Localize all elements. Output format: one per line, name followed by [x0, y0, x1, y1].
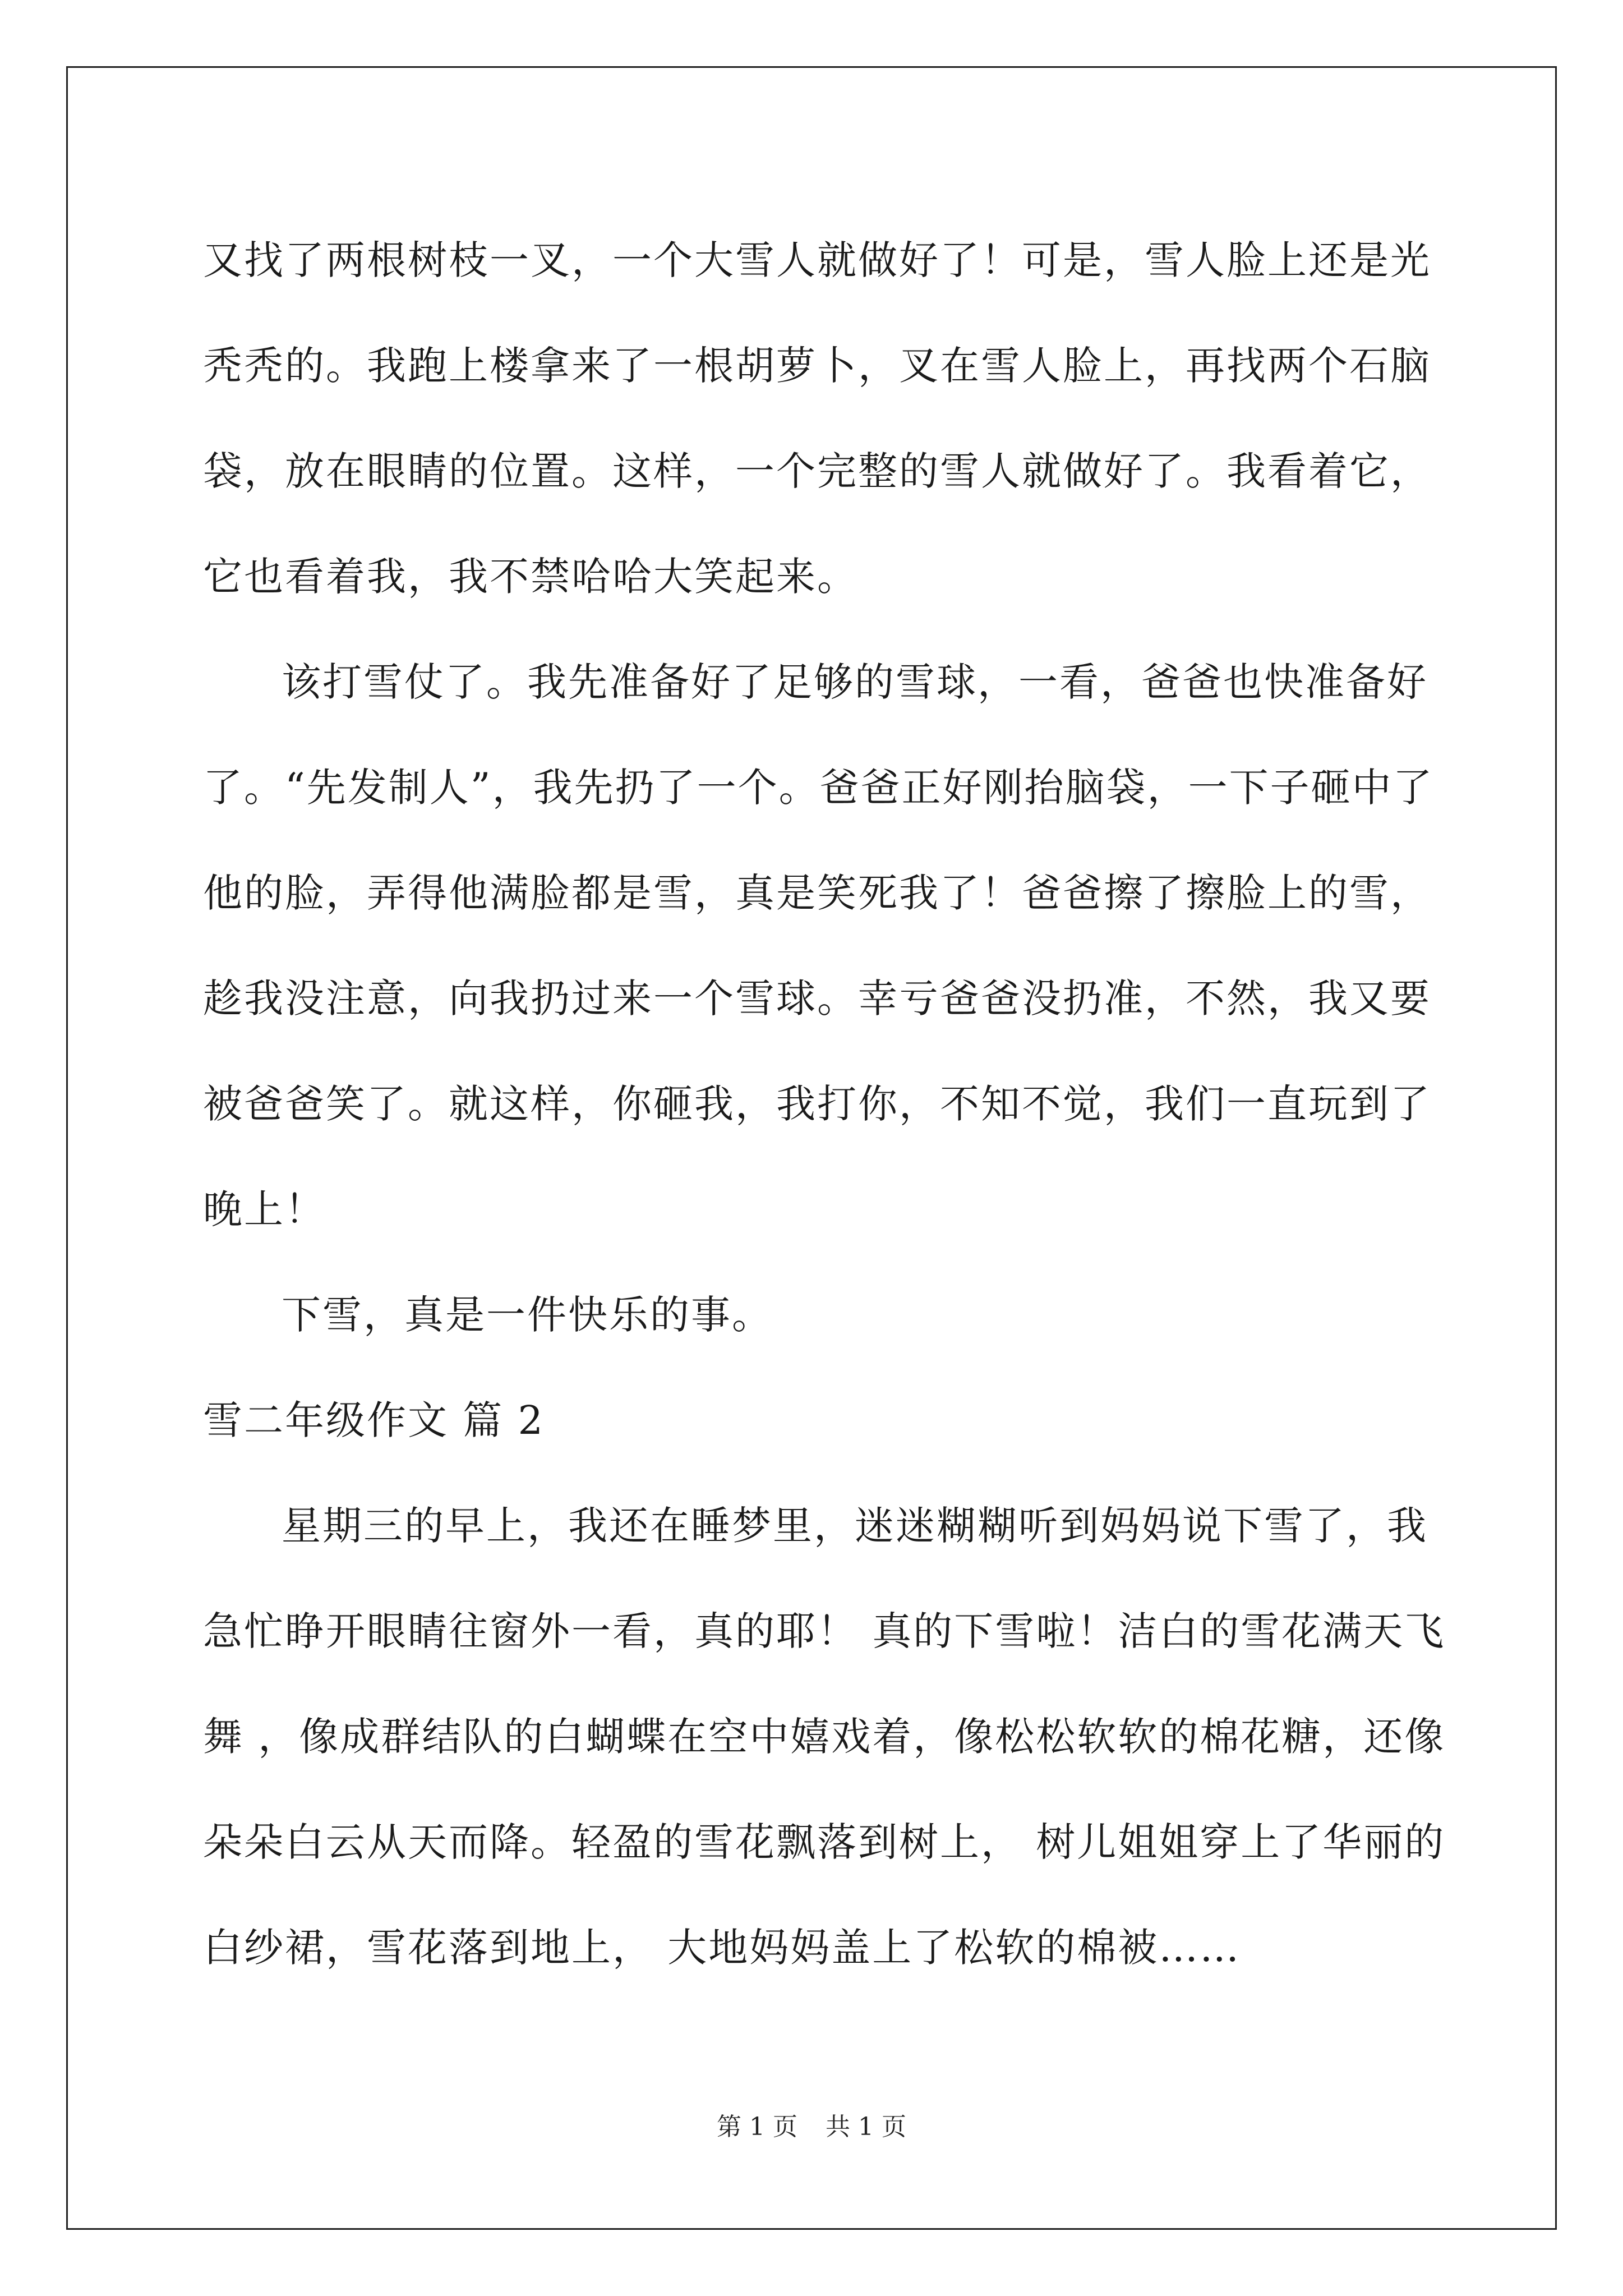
section-heading: 雪二年级作文 篇 2	[203, 1397, 545, 1443]
text-line: 急忙睁开眼睛往窗外一看，真的耶！ 真的下雪啦！洁白的雪花满天飞	[203, 1608, 1446, 1654]
text-line: 下雪，真是一件快乐的事。	[282, 1292, 773, 1338]
text-line: 白纱裙，雪花落到地上， 大地妈妈盖上了松软的棉被……	[203, 1925, 1241, 1971]
text-line: 晚上！	[203, 1186, 326, 1232]
text-line: 袋，放在眼睛的位置。这样，一个完整的雪人就做好了。我看着它，	[203, 448, 1431, 494]
page-footer	[0, 2106, 1623, 2142]
text-line: 了。“先发制人”，我先扔了一个。爸爸正好刚抬脑袋，一下子砸中了	[203, 765, 1434, 811]
text-line: 星期三的早上，我还在睡梦里，迷迷糊糊听到妈妈说下雪了，我	[282, 1503, 1428, 1549]
text-line: 舞 ，像成群结队的白蝴蝶在空中嬉戏着，像松松软软的棉花糖，还像	[203, 1714, 1446, 1760]
document-body	[203, 208, 1446, 2000]
page-total: 共 1 页	[826, 2113, 906, 2141]
text-line: 他的脸，弄得他满脸都是雪，真是笑死我了！爸爸擦了擦脸上的雪，	[203, 870, 1431, 916]
text-line: 趁我没注意，向我扔过来一个雪球。幸亏爸爸没扔准，不然，我又要	[203, 976, 1431, 1022]
text-line: 又找了两根树枝一叉，一个大雪人就做好了！可是，雪人脸上还是光	[203, 237, 1431, 283]
text-line: 朵朵白云从天而降。轻盈的雪花飘落到树上， 树儿姐姐穿上了华丽的	[203, 1819, 1446, 1865]
text-line: 被爸爸笑了。就这样，你砸我，我打你，不知不觉，我们一直玩到了	[203, 1081, 1431, 1127]
text-line: 该打雪仗了。我先准备好了足够的雪球，一看，爸爸也快准备好	[282, 659, 1428, 705]
page-number: 第 1 页	[717, 2113, 797, 2141]
text-line: 它也看着我，我不禁哈哈大笑起来。	[203, 554, 858, 600]
text-line: 秃秃的。我跑上楼拿来了一根胡萝卜，叉在雪人脸上，再找两个石脑	[203, 343, 1431, 389]
